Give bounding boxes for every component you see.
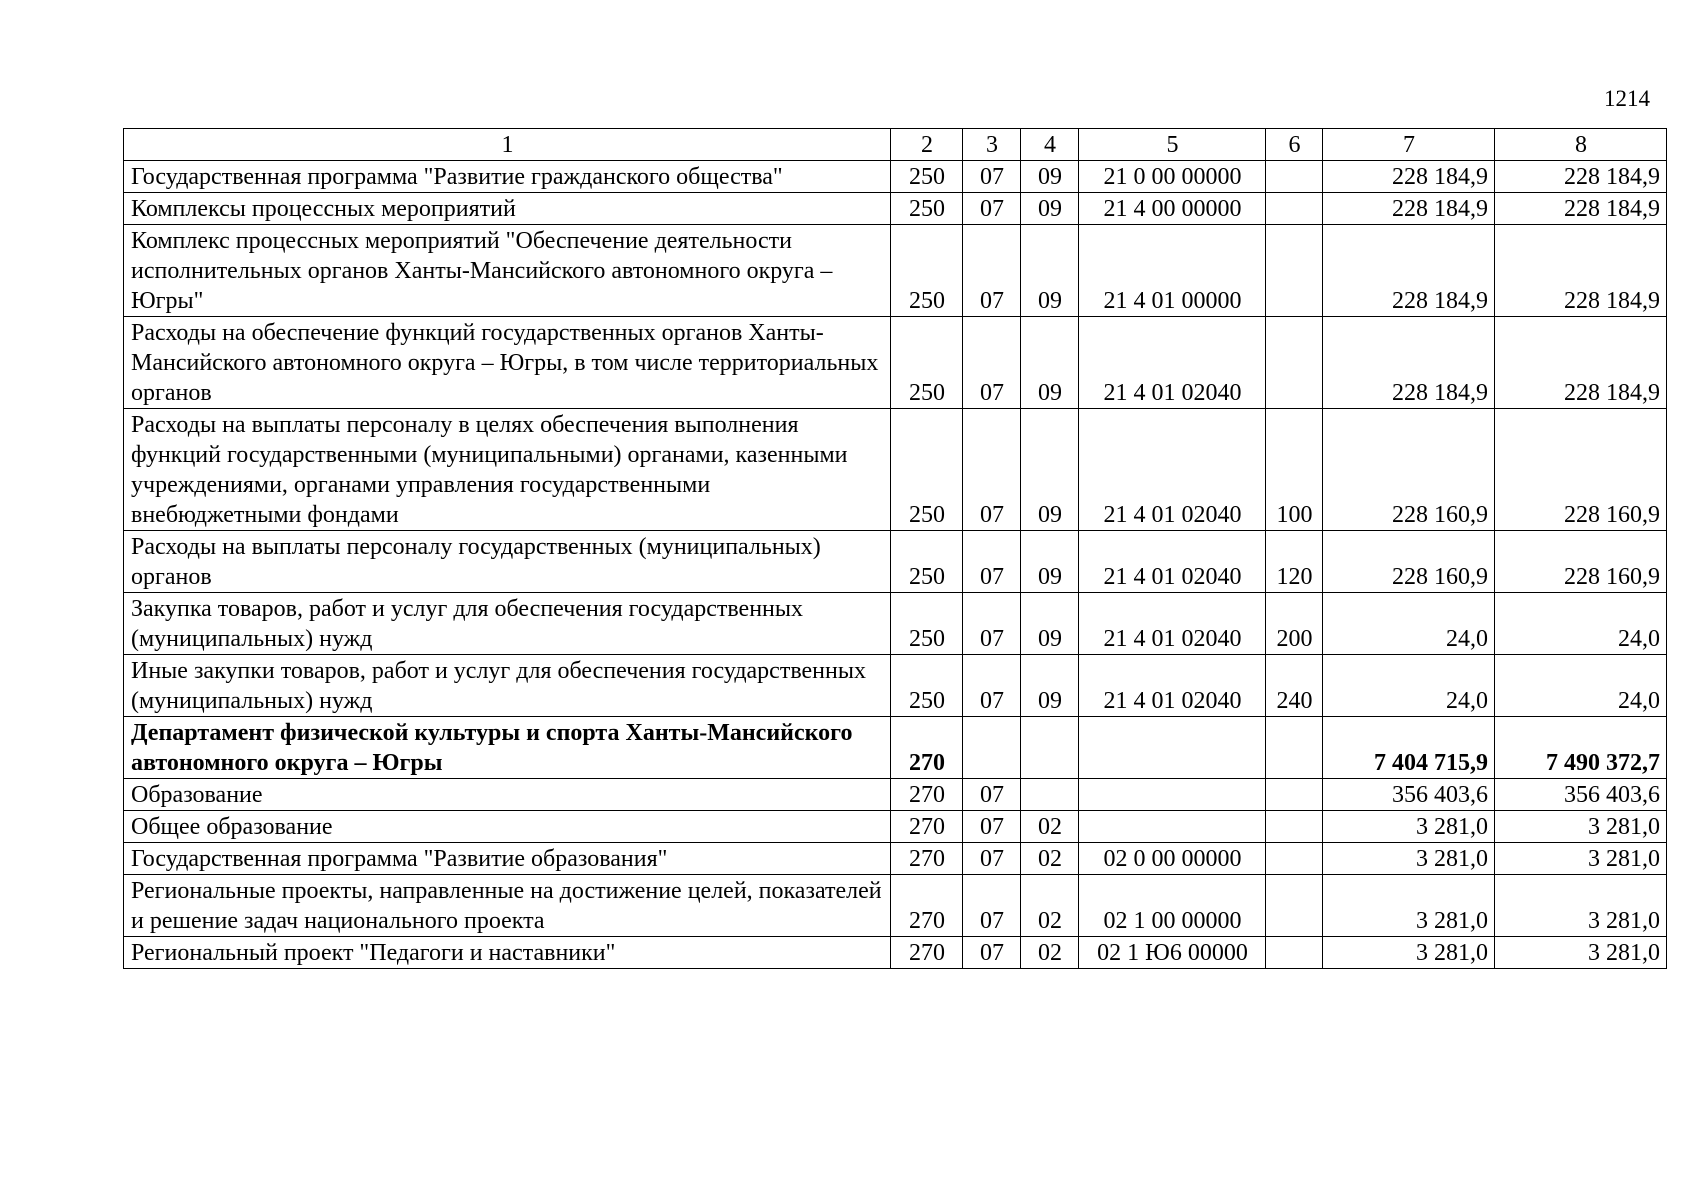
target-article-cell: 21 4 01 02040 (1079, 409, 1266, 531)
target-article-cell: 21 4 01 02040 (1079, 655, 1266, 717)
subsection-code-cell: 09 (1021, 593, 1079, 655)
section-code-cell: 07 (963, 937, 1021, 969)
department-code-cell: 250 (891, 531, 963, 593)
table-row (124, 717, 1667, 779)
department-code-cell: 250 (891, 655, 963, 717)
section-code-cell: 07 (963, 811, 1021, 843)
department-code-cell: 270 (891, 875, 963, 937)
amount-year2-cell: 3 281,0 (1495, 811, 1667, 843)
section-code-cell (963, 717, 1021, 779)
table-row (124, 779, 1667, 811)
table-row (124, 161, 1667, 193)
amount-year1-cell: 3 281,0 (1323, 937, 1495, 969)
expense-type-cell (1266, 937, 1323, 969)
subsection-code-cell: 09 (1021, 225, 1079, 317)
item-name-cell: Закупка товаров, работ и услуг для обеспечения государственных (муниципальных) нужд (124, 593, 891, 655)
target-article-cell: 02 1 Ю6 00000 (1079, 937, 1266, 969)
amount-year2-cell: 228 184,9 (1495, 225, 1667, 317)
expense-type-cell (1266, 161, 1323, 193)
department-code-cell: 250 (891, 225, 963, 317)
expense-type-cell (1266, 779, 1323, 811)
subsection-code-cell: 09 (1021, 193, 1079, 225)
expense-type-cell (1266, 717, 1323, 779)
amount-year2-cell: 3 281,0 (1495, 843, 1667, 875)
expense-type-cell: 240 (1266, 655, 1323, 717)
item-name-cell: Департамент физической культуры и спорта Ханты-Мансийского автономного округа – Югры (124, 717, 891, 779)
department-code-cell: 250 (891, 593, 963, 655)
item-name-cell: Региональные проекты, направленные на достижение целей, показателей и решение задач национального проекта (124, 875, 891, 937)
department-code-cell: 270 (891, 717, 963, 779)
section-code-cell: 07 (963, 317, 1021, 409)
section-code-cell: 07 (963, 843, 1021, 875)
amount-year1-cell: 3 281,0 (1323, 843, 1495, 875)
column-header: 4 (1021, 129, 1079, 161)
table-row (124, 875, 1667, 937)
amount-year1-cell: 24,0 (1323, 593, 1495, 655)
subsection-code-cell: 02 (1021, 843, 1079, 875)
amount-year2-cell: 228 184,9 (1495, 161, 1667, 193)
section-code-cell: 07 (963, 875, 1021, 937)
amount-year1-cell: 228 184,9 (1323, 317, 1495, 409)
column-header: 7 (1323, 129, 1495, 161)
section-code-cell: 07 (963, 193, 1021, 225)
target-article-cell: 21 4 01 02040 (1079, 531, 1266, 593)
target-article-cell: 21 4 01 02040 (1079, 593, 1266, 655)
table-row (124, 531, 1667, 593)
section-code-cell: 07 (963, 593, 1021, 655)
expense-type-cell (1266, 843, 1323, 875)
amount-year2-cell: 228 184,9 (1495, 317, 1667, 409)
amount-year2-cell: 3 281,0 (1495, 937, 1667, 969)
subsection-code-cell: 09 (1021, 655, 1079, 717)
department-code-cell: 250 (891, 409, 963, 531)
department-code-cell: 250 (891, 193, 963, 225)
department-code-cell: 270 (891, 937, 963, 969)
item-name-cell: Иные закупки товаров, работ и услуг для обеспечения государственных (муниципальных) нужд (124, 655, 891, 717)
subsection-code-cell: 02 (1021, 811, 1079, 843)
item-name-cell: Региональный проект "Педагоги и наставники" (124, 937, 891, 969)
target-article-cell: 02 1 00 00000 (1079, 875, 1266, 937)
target-article-cell (1079, 717, 1266, 779)
amount-year1-cell: 228 160,9 (1323, 531, 1495, 593)
section-code-cell: 07 (963, 161, 1021, 193)
target-article-cell: 02 0 00 00000 (1079, 843, 1266, 875)
amount-year2-cell: 228 160,9 (1495, 531, 1667, 593)
department-code-cell: 270 (891, 843, 963, 875)
amount-year1-cell: 3 281,0 (1323, 811, 1495, 843)
section-code-cell: 07 (963, 409, 1021, 531)
department-code-cell: 250 (891, 161, 963, 193)
column-header: 1 (124, 129, 891, 161)
item-name-cell: Расходы на выплаты персоналу в целях обеспечения выполнения функций государственными (муниципальными) органами, казенными учреждениями, органами управления государственными внебюджетными фондами (124, 409, 891, 531)
amount-year2-cell: 3 281,0 (1495, 875, 1667, 937)
expense-type-cell (1266, 317, 1323, 409)
item-name-cell: Государственная программа "Развитие гражданского общества" (124, 161, 891, 193)
item-name-cell: Образование (124, 779, 891, 811)
subsection-code-cell: 02 (1021, 875, 1079, 937)
column-header: 8 (1495, 129, 1667, 161)
subsection-code-cell (1021, 779, 1079, 811)
target-article-cell (1079, 779, 1266, 811)
table-row (124, 843, 1667, 875)
table-row (124, 655, 1667, 717)
amount-year1-cell: 24,0 (1323, 655, 1495, 717)
expense-type-cell (1266, 225, 1323, 317)
table-row (124, 937, 1667, 969)
subsection-code-cell: 02 (1021, 937, 1079, 969)
table-row (124, 317, 1667, 409)
section-code-cell: 07 (963, 531, 1021, 593)
department-code-cell: 270 (891, 811, 963, 843)
amount-year1-cell: 228 184,9 (1323, 161, 1495, 193)
page-number: 1214 (1604, 86, 1650, 111)
amount-year1-cell: 228 160,9 (1323, 409, 1495, 531)
amount-year1-cell: 356 403,6 (1323, 779, 1495, 811)
item-name-cell: Государственная программа "Развитие образования" (124, 843, 891, 875)
amount-year2-cell: 228 184,9 (1495, 193, 1667, 225)
section-code-cell: 07 (963, 779, 1021, 811)
expense-type-cell (1266, 875, 1323, 937)
target-article-cell: 21 4 01 02040 (1079, 317, 1266, 409)
item-name-cell: Расходы на обеспечение функций государственных органов Ханты-Мансийского автономного округа – Югры, в том числе территориальных органов (124, 317, 891, 409)
column-number-row (124, 129, 1667, 161)
amount-year1-cell: 7 404 715,9 (1323, 717, 1495, 779)
amount-year2-cell: 7 490 372,7 (1495, 717, 1667, 779)
amount-year1-cell: 228 184,9 (1323, 193, 1495, 225)
item-name-cell: Комплекс процессных мероприятий "Обеспечение деятельности исполнительных органов Ханты-Мансийского автономного округа – Югры" (124, 225, 891, 317)
expense-type-cell: 100 (1266, 409, 1323, 531)
item-name-cell: Общее образование (124, 811, 891, 843)
section-code-cell: 07 (963, 225, 1021, 317)
expense-type-cell (1266, 193, 1323, 225)
department-code-cell: 270 (891, 779, 963, 811)
target-article-cell: 21 4 01 00000 (1079, 225, 1266, 317)
table-row (124, 593, 1667, 655)
item-name-cell: Расходы на выплаты персоналу государственных (муниципальных) органов (124, 531, 891, 593)
subsection-code-cell: 09 (1021, 409, 1079, 531)
department-code-cell: 250 (891, 317, 963, 409)
table-row (124, 225, 1667, 317)
item-name-cell: Комплексы процессных мероприятий (124, 193, 891, 225)
subsection-code-cell: 09 (1021, 161, 1079, 193)
column-header: 5 (1079, 129, 1266, 161)
target-article-cell: 21 4 00 00000 (1079, 193, 1266, 225)
column-header: 3 (963, 129, 1021, 161)
expense-type-cell: 120 (1266, 531, 1323, 593)
budget-table (123, 128, 1667, 969)
table-row (124, 811, 1667, 843)
target-article-cell: 21 0 00 00000 (1079, 161, 1266, 193)
table-row (124, 193, 1667, 225)
amount-year2-cell: 24,0 (1495, 655, 1667, 717)
amount-year2-cell: 356 403,6 (1495, 779, 1667, 811)
amount-year1-cell: 228 184,9 (1323, 225, 1495, 317)
subsection-code-cell: 09 (1021, 531, 1079, 593)
target-article-cell (1079, 811, 1266, 843)
amount-year2-cell: 24,0 (1495, 593, 1667, 655)
section-code-cell: 07 (963, 655, 1021, 717)
subsection-code-cell: 09 (1021, 317, 1079, 409)
amount-year2-cell: 228 160,9 (1495, 409, 1667, 531)
table-body (124, 161, 1667, 969)
table-row (124, 409, 1667, 531)
amount-year1-cell: 3 281,0 (1323, 875, 1495, 937)
column-header: 2 (891, 129, 963, 161)
column-header: 6 (1266, 129, 1323, 161)
expense-type-cell (1266, 811, 1323, 843)
subsection-code-cell (1021, 717, 1079, 779)
expense-type-cell: 200 (1266, 593, 1323, 655)
